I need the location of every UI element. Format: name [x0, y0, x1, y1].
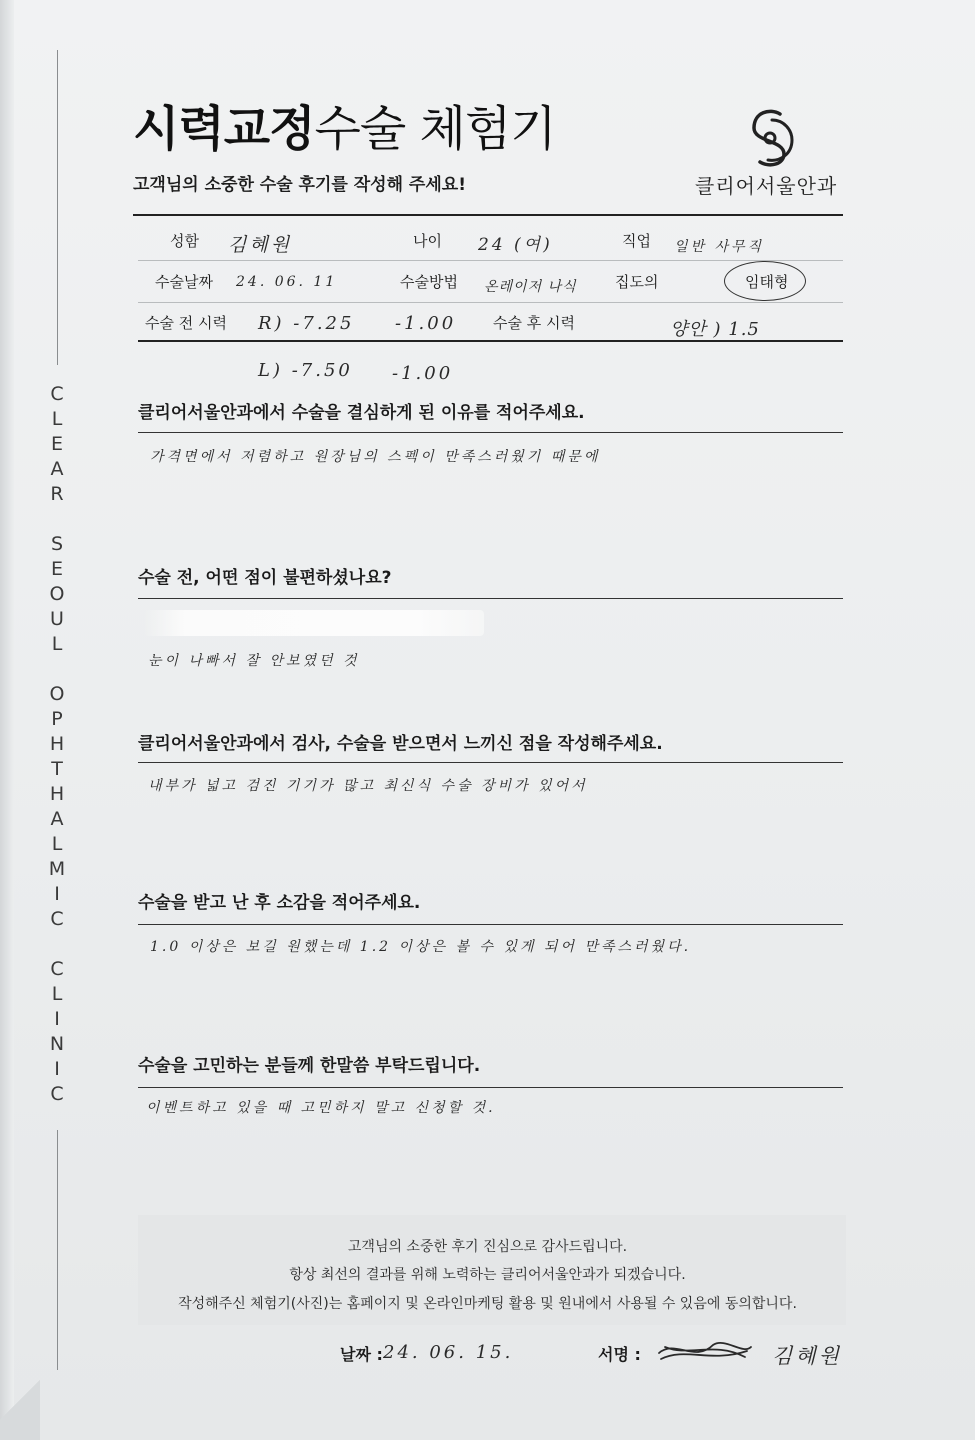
- side-text-char: [54, 657, 60, 682]
- pre-vision-right-cyl: -1.00: [395, 313, 457, 334]
- footer-thanks: 고객님의 소중한 후기 진심으로 감사드립니다.: [347, 1239, 628, 1255]
- footer-promise: 항상 최선의 결과를 위해 노력하는 클리어서울안과가 되겠습니다.: [289, 1267, 686, 1283]
- side-text-char: E: [50, 433, 63, 455]
- side-text-char: M: [48, 858, 66, 880]
- answer-1: 가격면에서 저렴하고 원장님의 스펙이 만족스러웠기 때문에: [150, 449, 601, 465]
- side-text-char: O: [49, 583, 65, 605]
- question-1-rule: [138, 432, 843, 433]
- answer-4: 1.0 이상은 보길 원했는데 1.2 이상은 볼 수 있게 되어 만족스러웠다.: [150, 939, 692, 955]
- info-top-rule: [133, 214, 843, 216]
- age-label: 나이: [413, 232, 442, 250]
- method-label: 수술방법: [400, 273, 458, 291]
- side-text-char: A: [50, 808, 64, 830]
- clear-seoul-logo-icon: [742, 100, 802, 170]
- post-vision-label: 수술 후 시력: [493, 314, 575, 332]
- side-text-char: E: [50, 558, 63, 580]
- answer-2: 눈이 나빠서 잘 안보였던 것: [148, 653, 360, 669]
- pre-vision-left: L) -7.50: [258, 360, 353, 381]
- method-value: 온레이저 나식: [484, 279, 577, 295]
- date-label: 수술날짜: [155, 273, 213, 291]
- title-bold: 시력교정: [133, 101, 315, 157]
- pre-vision-label: 수술 전 시력: [145, 314, 227, 332]
- question-4: 수술을 받고 난 후 소감을 적어주세요.: [138, 893, 421, 913]
- side-text-char: H: [49, 783, 65, 805]
- paper-corner-fold: [0, 1360, 40, 1440]
- side-text-char: H: [49, 733, 65, 755]
- side-text-char: C: [50, 1083, 64, 1105]
- date-value: 24. 06. 11: [236, 274, 338, 290]
- side-text-char: I: [54, 1058, 60, 1080]
- side-text-char: O: [49, 683, 65, 705]
- job-label: 직업: [622, 232, 651, 250]
- question-5: 수술을 고민하는 분들께 한말씀 부탁드립니다.: [138, 1056, 481, 1076]
- post-vision-value: 양안 ) 1.5: [670, 319, 760, 340]
- name-value: 김혜원: [228, 234, 293, 256]
- side-text-char: P: [51, 708, 63, 730]
- question-1: 클리어서울안과에서 수술을 결심하게 된 이유를 적어주세요.: [138, 403, 585, 423]
- pre-vision-left-cyl: -1.00: [392, 363, 454, 384]
- footer-sign-value: 김혜원: [772, 1344, 842, 1368]
- paper-edge-shadow: [0, 0, 14, 1440]
- question-4-rule: [138, 924, 843, 925]
- side-text-char: C: [50, 383, 64, 405]
- footer-sign-label: 서명 :: [598, 1345, 641, 1364]
- footer-consent: 작성해주신 체험기(사진)는 홈페이지 및 온라인마케팅 활용 및 원내에서 사용될 수 있음에 동의합니다.: [178, 1296, 797, 1312]
- job-value: 일반 사무직: [674, 239, 765, 255]
- page-title: [133, 90, 556, 159]
- question-2: 수술 전, 어떤 점이 불편하셨나요?: [138, 568, 392, 588]
- side-text-char: L: [51, 408, 63, 430]
- side-text-char: [54, 932, 60, 957]
- side-text-char: L: [51, 833, 63, 855]
- question-3: 클리어서울안과에서 검사, 수술을 받으면서 느끼신 점을 작성해주세요.: [138, 734, 663, 754]
- side-text-char: L: [51, 983, 63, 1005]
- pre-vision-right: R) -7.25: [258, 313, 355, 334]
- side-rule-top: [57, 50, 58, 365]
- side-text-char: I: [54, 1008, 60, 1030]
- focus-label: 집도의: [615, 273, 659, 291]
- title-regular: 수술 체험기: [314, 101, 556, 157]
- age-value: 24 (여): [478, 235, 553, 255]
- page-subtitle: 고객님의 소중한 수술 후기를 작성해 주세요!: [133, 175, 466, 195]
- side-text-char: T: [51, 758, 63, 780]
- info-bottom-rule: [138, 340, 843, 342]
- answer-5: 이벤트하고 있을 때 고민하지 말고 신청할 것.: [146, 1100, 496, 1116]
- answer-3: 내부가 넓고 검진 기기가 많고 최신식 수술 장비가 있어서: [148, 778, 588, 794]
- redaction-patch: [144, 610, 484, 636]
- side-text-char: L: [51, 633, 63, 655]
- signature-scribble-icon: [655, 1333, 755, 1369]
- footer-date-value: 24. 06. 15.: [383, 1342, 514, 1363]
- question-2-rule: [138, 598, 843, 599]
- side-text-char: R: [50, 483, 64, 505]
- footer-date-label: 날짜 :: [340, 1345, 383, 1364]
- question-3-rule: [138, 762, 843, 763]
- info-row-rule-1: [138, 260, 843, 261]
- side-text-char: N: [49, 1033, 65, 1055]
- side-text-char: C: [50, 908, 64, 930]
- clinic-name: 클리어서울안과: [695, 174, 838, 198]
- side-text-char: C: [50, 958, 64, 980]
- side-text-char: S: [50, 533, 64, 555]
- side-text-char: [54, 507, 60, 532]
- info-row-rule-2: [138, 302, 843, 303]
- side-clinic-text: [42, 382, 72, 1107]
- question-5-rule: [138, 1087, 843, 1088]
- side-text-char: I: [54, 883, 60, 905]
- focus-value: 임태형: [745, 273, 789, 291]
- side-text-char: U: [50, 608, 64, 630]
- name-label: 성함: [170, 232, 199, 250]
- side-text-char: A: [50, 458, 64, 480]
